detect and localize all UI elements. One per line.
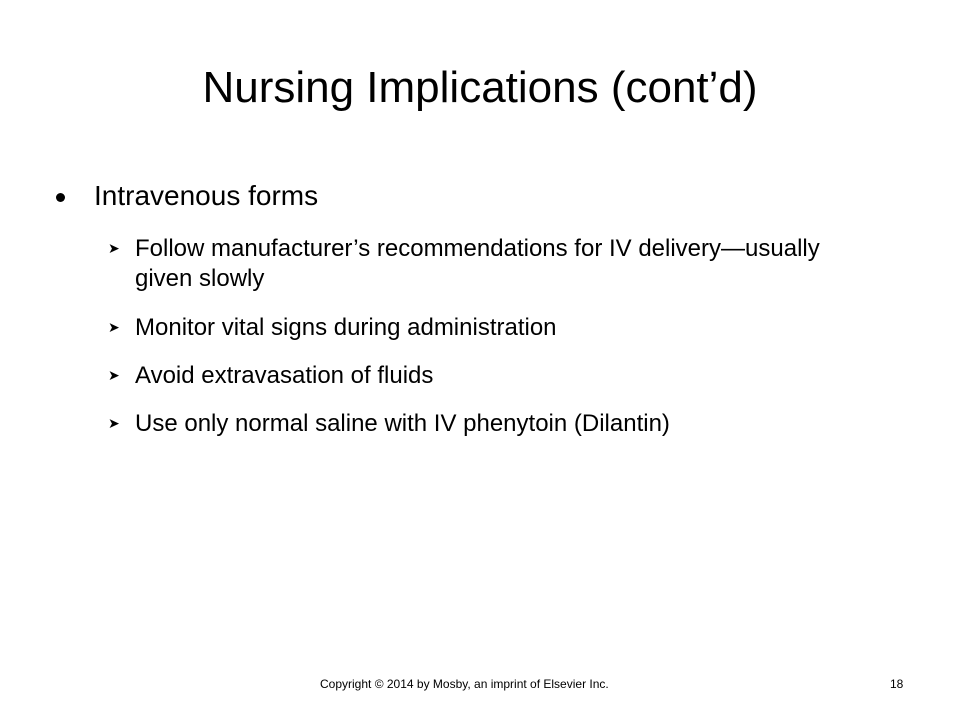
arrowhead-bullet-icon: ➤ xyxy=(108,368,120,384)
sub-bullet xyxy=(108,409,828,439)
sub-bullet xyxy=(108,234,828,294)
footer-copyright: Copyright © 2014 by Mosby, an imprint of Elsevier Inc. xyxy=(320,677,609,691)
page-number: 18 xyxy=(890,677,904,691)
sub-bullet xyxy=(108,361,828,391)
main-bullet-text: Intravenous forms xyxy=(94,180,319,211)
sub-bullet xyxy=(108,313,828,343)
slide-title: Nursing Implications (cont’d) xyxy=(202,63,758,112)
arrowhead-bullet-icon: ➤ xyxy=(108,320,120,336)
sub-bullet-text: Follow manufacturer’s recommendations for IV delivery—usually given slowly xyxy=(135,235,820,292)
sub-bullet-text: Monitor vital signs during administration xyxy=(135,314,557,341)
arrowhead-bullet-icon: ➤ xyxy=(108,416,120,432)
sub-bullet-text: Avoid extravasation of fluids xyxy=(135,362,434,389)
arrowhead-bullet-icon: ➤ xyxy=(108,241,120,257)
sub-bullet-text: Use only normal saline with IV phenytoin (Dilantin) xyxy=(135,410,670,437)
bullet-dot-icon xyxy=(56,193,65,202)
